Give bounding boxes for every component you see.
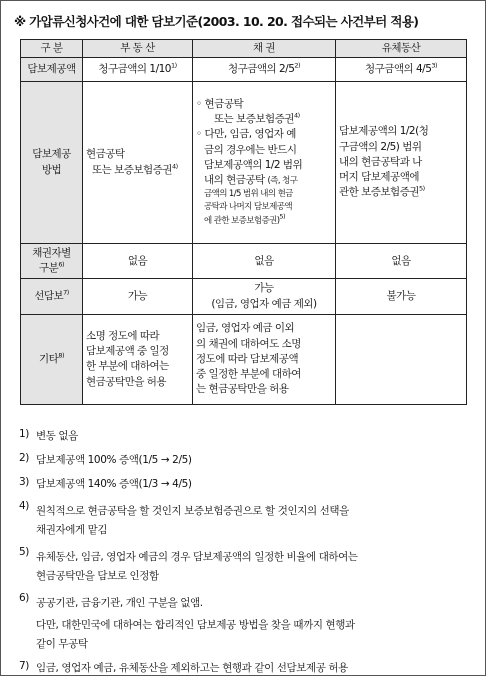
cell-other-claims: 임금, 영업자 예금 이외 의 채권에 대하여도 소명 정도에 따라 담보제공액 중 일정한 부분에 대하여 는 현금공탁만을 허용 — [193, 314, 336, 404]
row-label-creditor-type: 채권자별 구분$^{6)}$ — [21, 244, 83, 279]
cell-method-movables: 담보제공액의 1/2(청 구금액의 2/5) 범위 내의 현금공탁과 나 머지 담보제공액에 관한 보증보험증권$^{5)}$ — [336, 82, 467, 244]
cell-prior-movables: 불가능 — [336, 279, 467, 314]
row-label-method: 담보제공 방법 — [21, 82, 83, 244]
row-label-other: 기타$^{8)}$ — [21, 314, 83, 404]
row-label-amount: 담보제공액 — [21, 58, 83, 82]
cell-creditor-claims: 없음 — [193, 244, 336, 279]
footnote-7: 7) 임금, 영업자 예금, 유체동산을 제외하고는 현행과 같이 선담보제공 허용 — [19, 660, 348, 674]
cell-amount-claims: 청구금액의 2/5$^{2)}$ — [193, 58, 336, 82]
header-claims: 채 권 — [193, 40, 336, 58]
table-header-row — [21, 40, 467, 58]
cell-prior-claims: 가능 (임금, 영업자 예금 제외) — [193, 279, 336, 314]
cell-prior-realestate: 가능 — [83, 279, 193, 314]
cell-other-realestate: 소명 정도에 따라 담보제공액 중 일정 한 부분에 대하여는 현금공탁만을 허용 — [83, 314, 193, 404]
cell-creditor-movables: 없음 — [336, 244, 467, 279]
cell-method-claims: ◦ 현금공탁 또는 보증보험증권$^{4)}$ ◦ 다만, 임금, 영업자 예 금의 경우에는 반드시 담보제공액의 1/2 범위 내의 현금공탁 (즉, 청구 금액의 1/5 범위 내의 현금 공탁과 나머지 담보제공액 에 관한 보증보험증권)$^{5)}$ — [193, 82, 336, 244]
table-row-amount — [21, 58, 467, 82]
footnotes — [19, 428, 469, 684]
cell-creditor-realestate: 없음 — [83, 244, 193, 279]
cell-amount-realestate: 청구금액의 1/10$^{1)}$ — [83, 58, 193, 82]
cell-method-realestate: 현금공탁 또는 보증보험증권$^{4)}$ — [83, 82, 193, 244]
row-label-prior-collateral: 선담보$^{7)}$ — [21, 279, 83, 314]
footnote-1: 1) 변동 없음 — [19, 428, 78, 442]
cell-other-movables — [336, 314, 467, 404]
header-category: 구 분 — [21, 40, 83, 58]
cell-amount-movables: 청구금액의 4/5$^{3)}$ — [336, 58, 467, 82]
document-title: ※ 가압류신청사건에 대한 담보기준(2003. 10. 20. 접수되는 사건부터 적용) — [14, 14, 419, 29]
header-realestate: 부 동 산 — [83, 40, 193, 58]
footnote-3: 3) 담보제공액 140% 증액(1/3 → 4/5) — [19, 476, 192, 490]
footnote-2: 2) 담보제공액 100% 증액(1/5 → 2/5) — [19, 452, 192, 466]
table-row-method — [21, 82, 467, 244]
table-row-creditor-type — [21, 244, 467, 279]
footnote-5: 5) 유체동산, 임금, 영업자 예금의 경우 담보제공액의 일정한 비율에 대하여는 현금공탁만을 담보로 인정함 — [19, 546, 358, 582]
table-row-other — [21, 314, 467, 404]
table-row-prior-collateral — [21, 279, 467, 314]
footnote-4: 4) 원칙적으로 현금공탁을 할 것인지 보증보험증권으로 할 것인지의 선택을 채권자에게 맡김 — [19, 500, 349, 536]
footnote-6: 6) 공공기관, 금융기관, 개인 구분을 없앰. 다만, 대한민국에 대하여는 합리적인 담보제공 방법을 찾을 때까지 현행과 같이 무공탁 — [19, 592, 355, 650]
collateral-criteria-table — [20, 39, 467, 405]
header-movables: 유체동산 — [336, 40, 467, 58]
